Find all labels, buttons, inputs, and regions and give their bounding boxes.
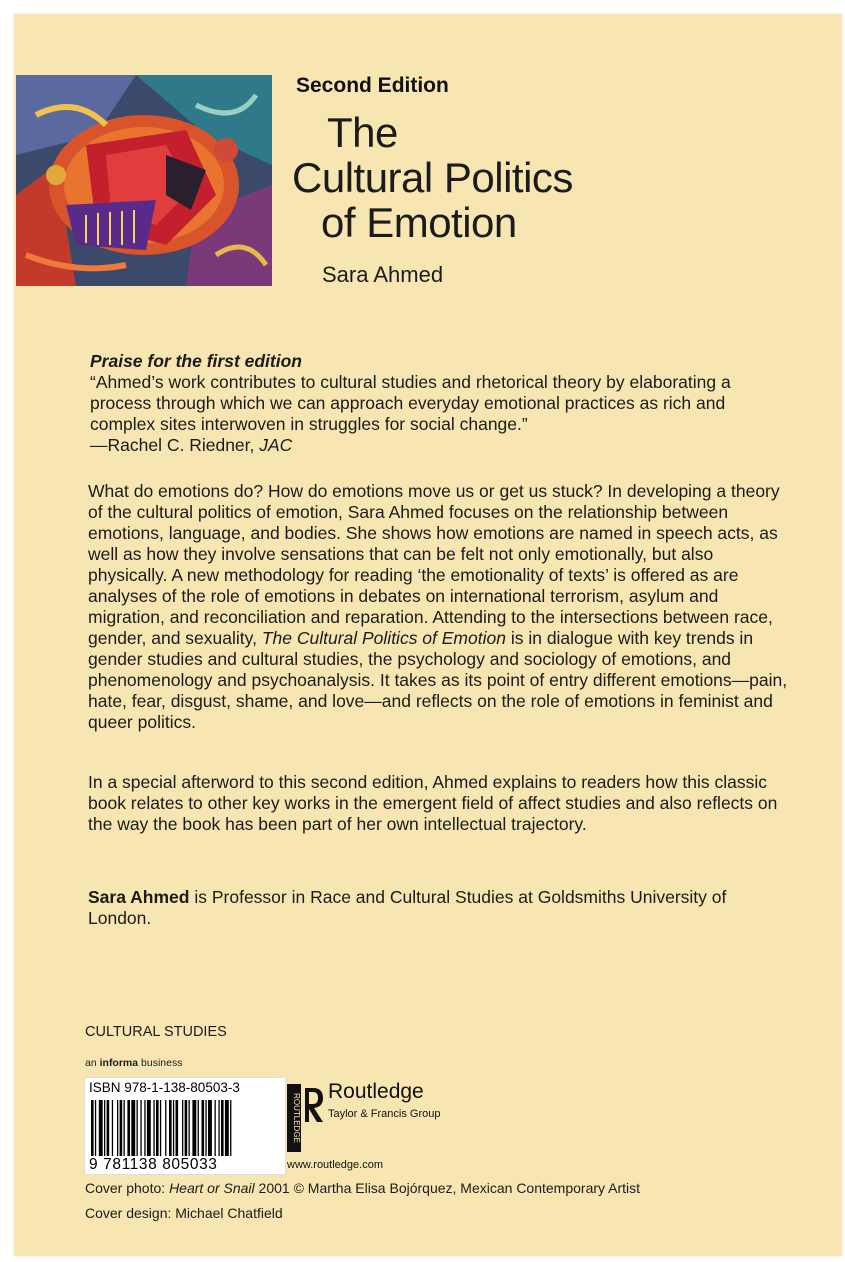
attribution-journal: JAC	[259, 435, 293, 455]
routledge-r-logo-icon	[285, 1082, 325, 1154]
title-line-2: Cultural Politics	[292, 154, 573, 201]
cover-photo-credit	[85, 1180, 640, 1196]
praise-quote: “Ahmed’s work contributes to cultural studies and rhetorical theory by elaborating a process through which we can approach everyday emotional practices as rich and complex sites interwoven in struggles for social change.”	[90, 372, 731, 434]
title-line-1: The	[327, 109, 398, 156]
publisher-group: Taylor & Francis Group	[328, 1108, 441, 1120]
informa-suffix: business	[138, 1057, 183, 1069]
informa-brand: informa	[99, 1057, 139, 1069]
svg-text:ROUTLEDGE: ROUTLEDGE	[292, 1093, 301, 1143]
author-name: Sara Ahmed	[322, 262, 444, 287]
informa-prefix: an	[85, 1057, 100, 1069]
isbn-digits: 9 781138 805033	[89, 1156, 218, 1173]
desc-book-title: The Cultural Politics of Emotion	[261, 628, 506, 648]
desc-text-b: is in dialogue with key trends in gender studies and cultural studies, the psychology and sociology of emotions, and phenomenology and psychoanalysis. It takes as its point of entry different emotions—pain, hate, fear, disgust, shame, and love—and reflects on the role of emotions in feminist and queer politics.	[88, 628, 788, 732]
praise-heading: Praise for the first edition	[90, 351, 302, 371]
subject-category: CULTURAL STUDIES	[85, 1024, 227, 1040]
credit-rest: 2001 © Martha Elisa Bojórquez, Mexican Contemporary Artist	[254, 1180, 641, 1196]
bio-name: Sara Ahmed	[88, 887, 190, 907]
title-line-3: of Emotion	[321, 199, 517, 246]
description-paragraph-1	[88, 481, 788, 733]
attribution-name: —Rachel C. Riedner,	[90, 435, 260, 455]
description-paragraph-2: In a special afterword to this second edition, Ahmed explains to readers how this classic book relates to other key works in the emergent field of affect studies and also reflects on the way the book has been part of her own intellectual trajectory.	[88, 772, 778, 834]
publisher-name: Routledge	[328, 1080, 424, 1103]
praise-block	[90, 351, 780, 456]
author-bio	[88, 887, 788, 929]
bio-text: is Professor in Race and Cultural Studies at Goldsmiths University of London.	[88, 887, 727, 928]
informa-tagline	[85, 1057, 182, 1069]
desc-text-a: What do emotions do? How do emotions move us or get us stuck? In developing a theory of the cultural politics of emotion, Sara Ahmed focuses on the relationship between emotions, language, and bodies. She shows how emotions are named in speech acts, as well as how they involve sensations that can be felt not only emotionally, but also physically. A new methodology for reading ‘the emotionality of texts’ is offered as are analyses of the role of emotions in debates on international terrorism, asylum and migration, and reconciliation and reparation. Attending to the intersections between race, gender, and sexuality,	[88, 481, 780, 648]
barcode-icon	[89, 1100, 281, 1156]
book-title	[292, 110, 573, 245]
praise-attribution	[90, 435, 780, 456]
cover-artwork	[16, 75, 272, 286]
isbn-barcode-box	[84, 1077, 286, 1175]
cover-design-credit: Cover design: Michael Chatfield	[85, 1205, 283, 1221]
credit-prefix: Cover photo:	[85, 1180, 170, 1196]
isbn-label: ISBN 978-1-138-80503-3	[89, 1080, 240, 1095]
book-back-cover	[14, 14, 842, 1256]
edition-label: Second Edition	[296, 74, 449, 97]
publisher-url: www.routledge.com	[287, 1159, 383, 1171]
credit-artwork-title: Heart or Snail	[169, 1180, 255, 1196]
